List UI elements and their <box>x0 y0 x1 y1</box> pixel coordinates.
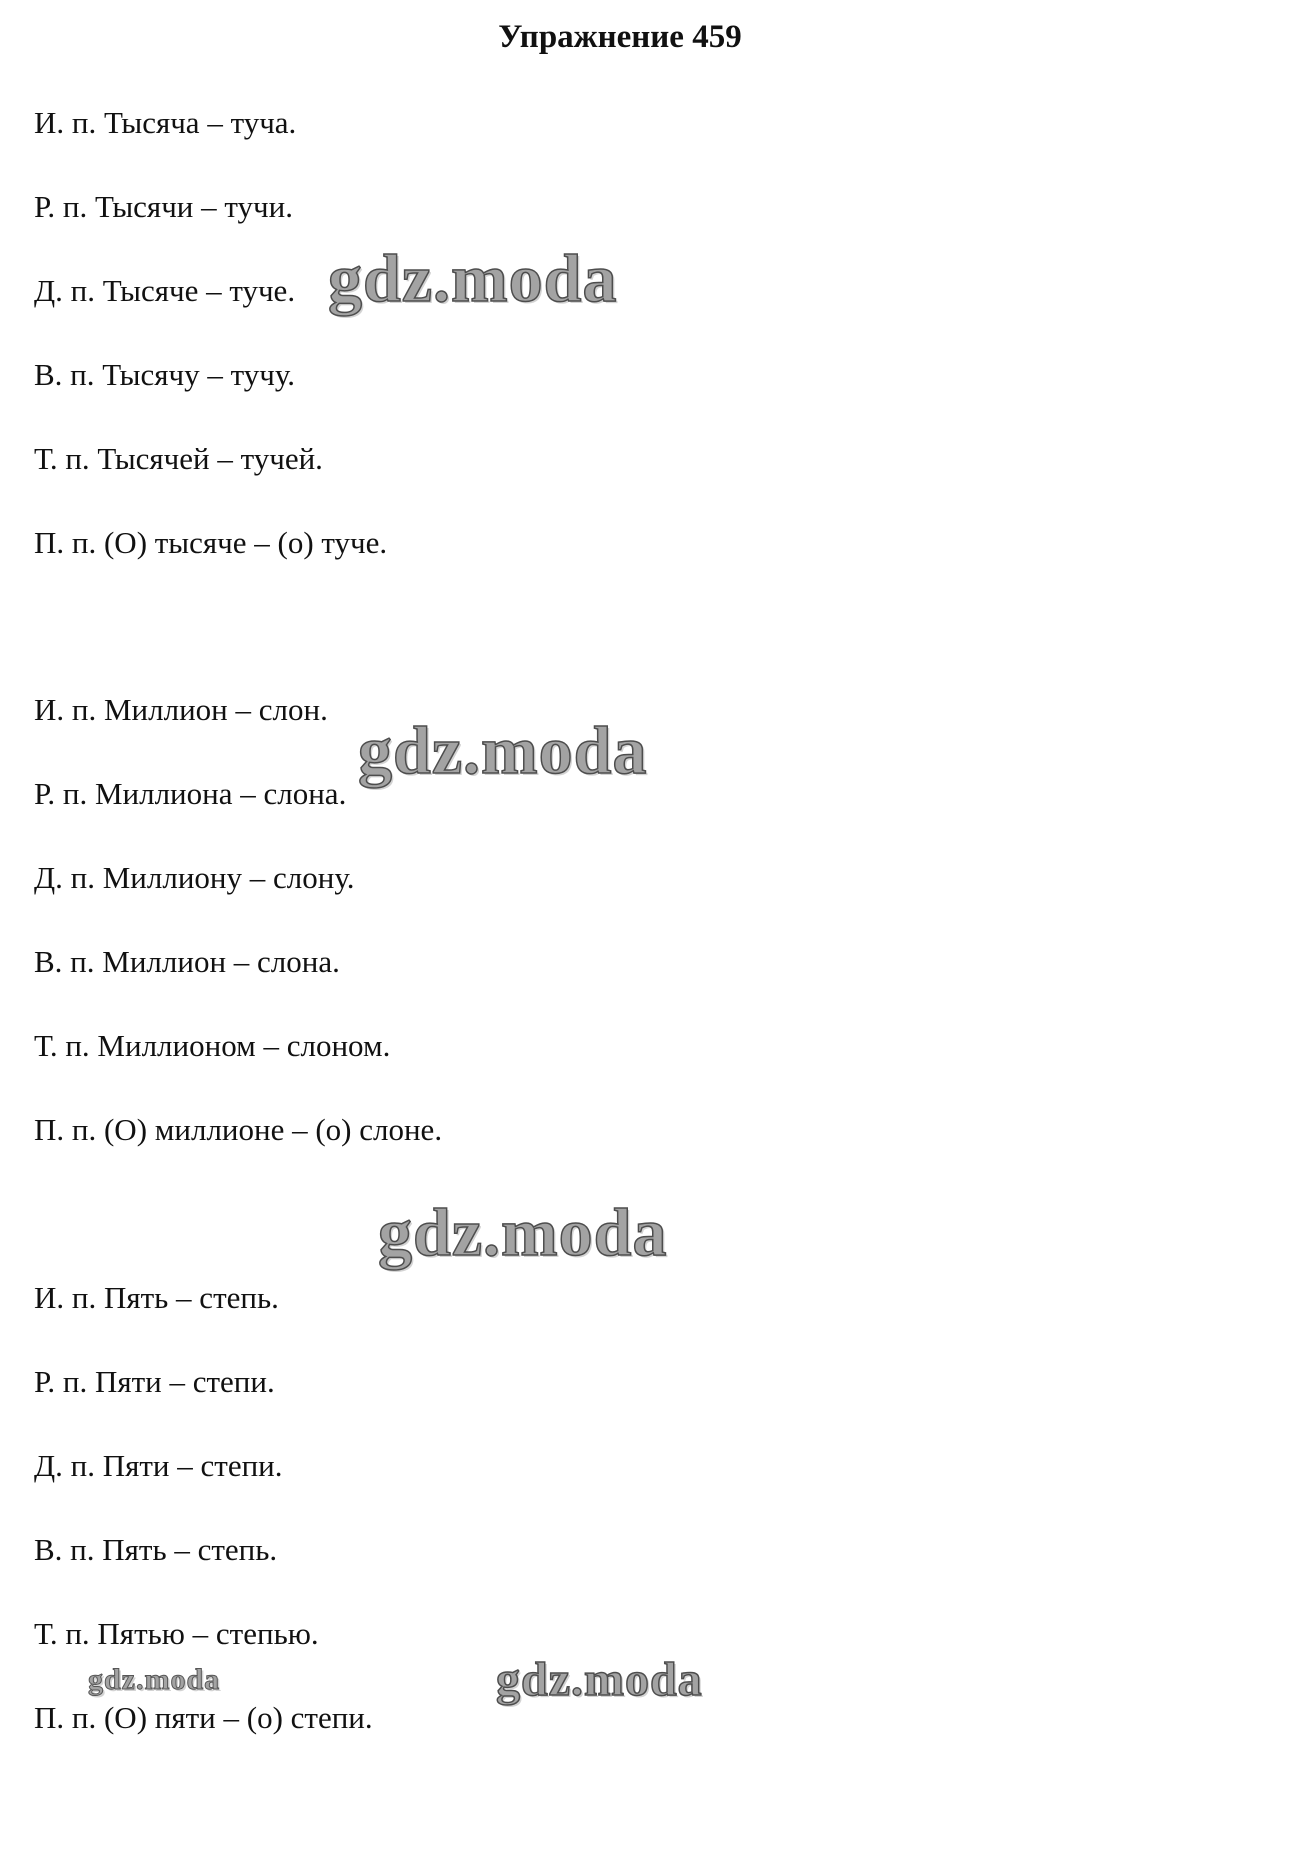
case-line: Т. п. Миллионом – слоном. <box>34 1028 391 1063</box>
exercise-title: Упражнение 459 <box>498 19 742 55</box>
case-line: Д. п. Пяти – степи. <box>34 1448 283 1483</box>
case-line: И. п. Пять – степь. <box>34 1280 279 1315</box>
case-line: Р. п. Миллиона – слона. <box>34 776 347 811</box>
case-line: И. п. Тысяча – туча. <box>34 105 297 140</box>
case-line: Т. п. Пятью – степью. <box>34 1616 319 1651</box>
watermark-logo: gdz.moda <box>328 240 618 316</box>
watermark-logo: gdz.moda <box>496 1653 703 1706</box>
case-line: Д. п. Тысяче – туче. <box>34 273 296 308</box>
watermark-logo: gdz.moda <box>378 1194 668 1270</box>
case-line: И. п. Миллион – слон. <box>34 692 328 727</box>
case-line: Д. п. Миллиону – слону. <box>34 860 355 895</box>
case-line: В. п. Пять – степь. <box>34 1532 278 1567</box>
case-line: П. п. (О) тысяче – (о) туче. <box>34 525 388 560</box>
case-line: В. п. Тысячу – тучу. <box>34 357 295 392</box>
case-line: Р. п. Тысячи – тучи. <box>34 189 293 224</box>
case-line: П. п. (О) миллионе – (о) слоне. <box>34 1112 443 1147</box>
case-line: П. п. (О) пяти – (о) степи. <box>34 1700 373 1735</box>
case-line: В. п. Миллион – слона. <box>34 944 340 979</box>
case-line: Т. п. Тысячей – тучей. <box>34 441 323 476</box>
case-line: Р. п. Пяти – степи. <box>34 1364 275 1399</box>
watermark-logo: gdz.moda <box>358 712 648 788</box>
watermark-logo: gdz.moda <box>88 1663 221 1696</box>
